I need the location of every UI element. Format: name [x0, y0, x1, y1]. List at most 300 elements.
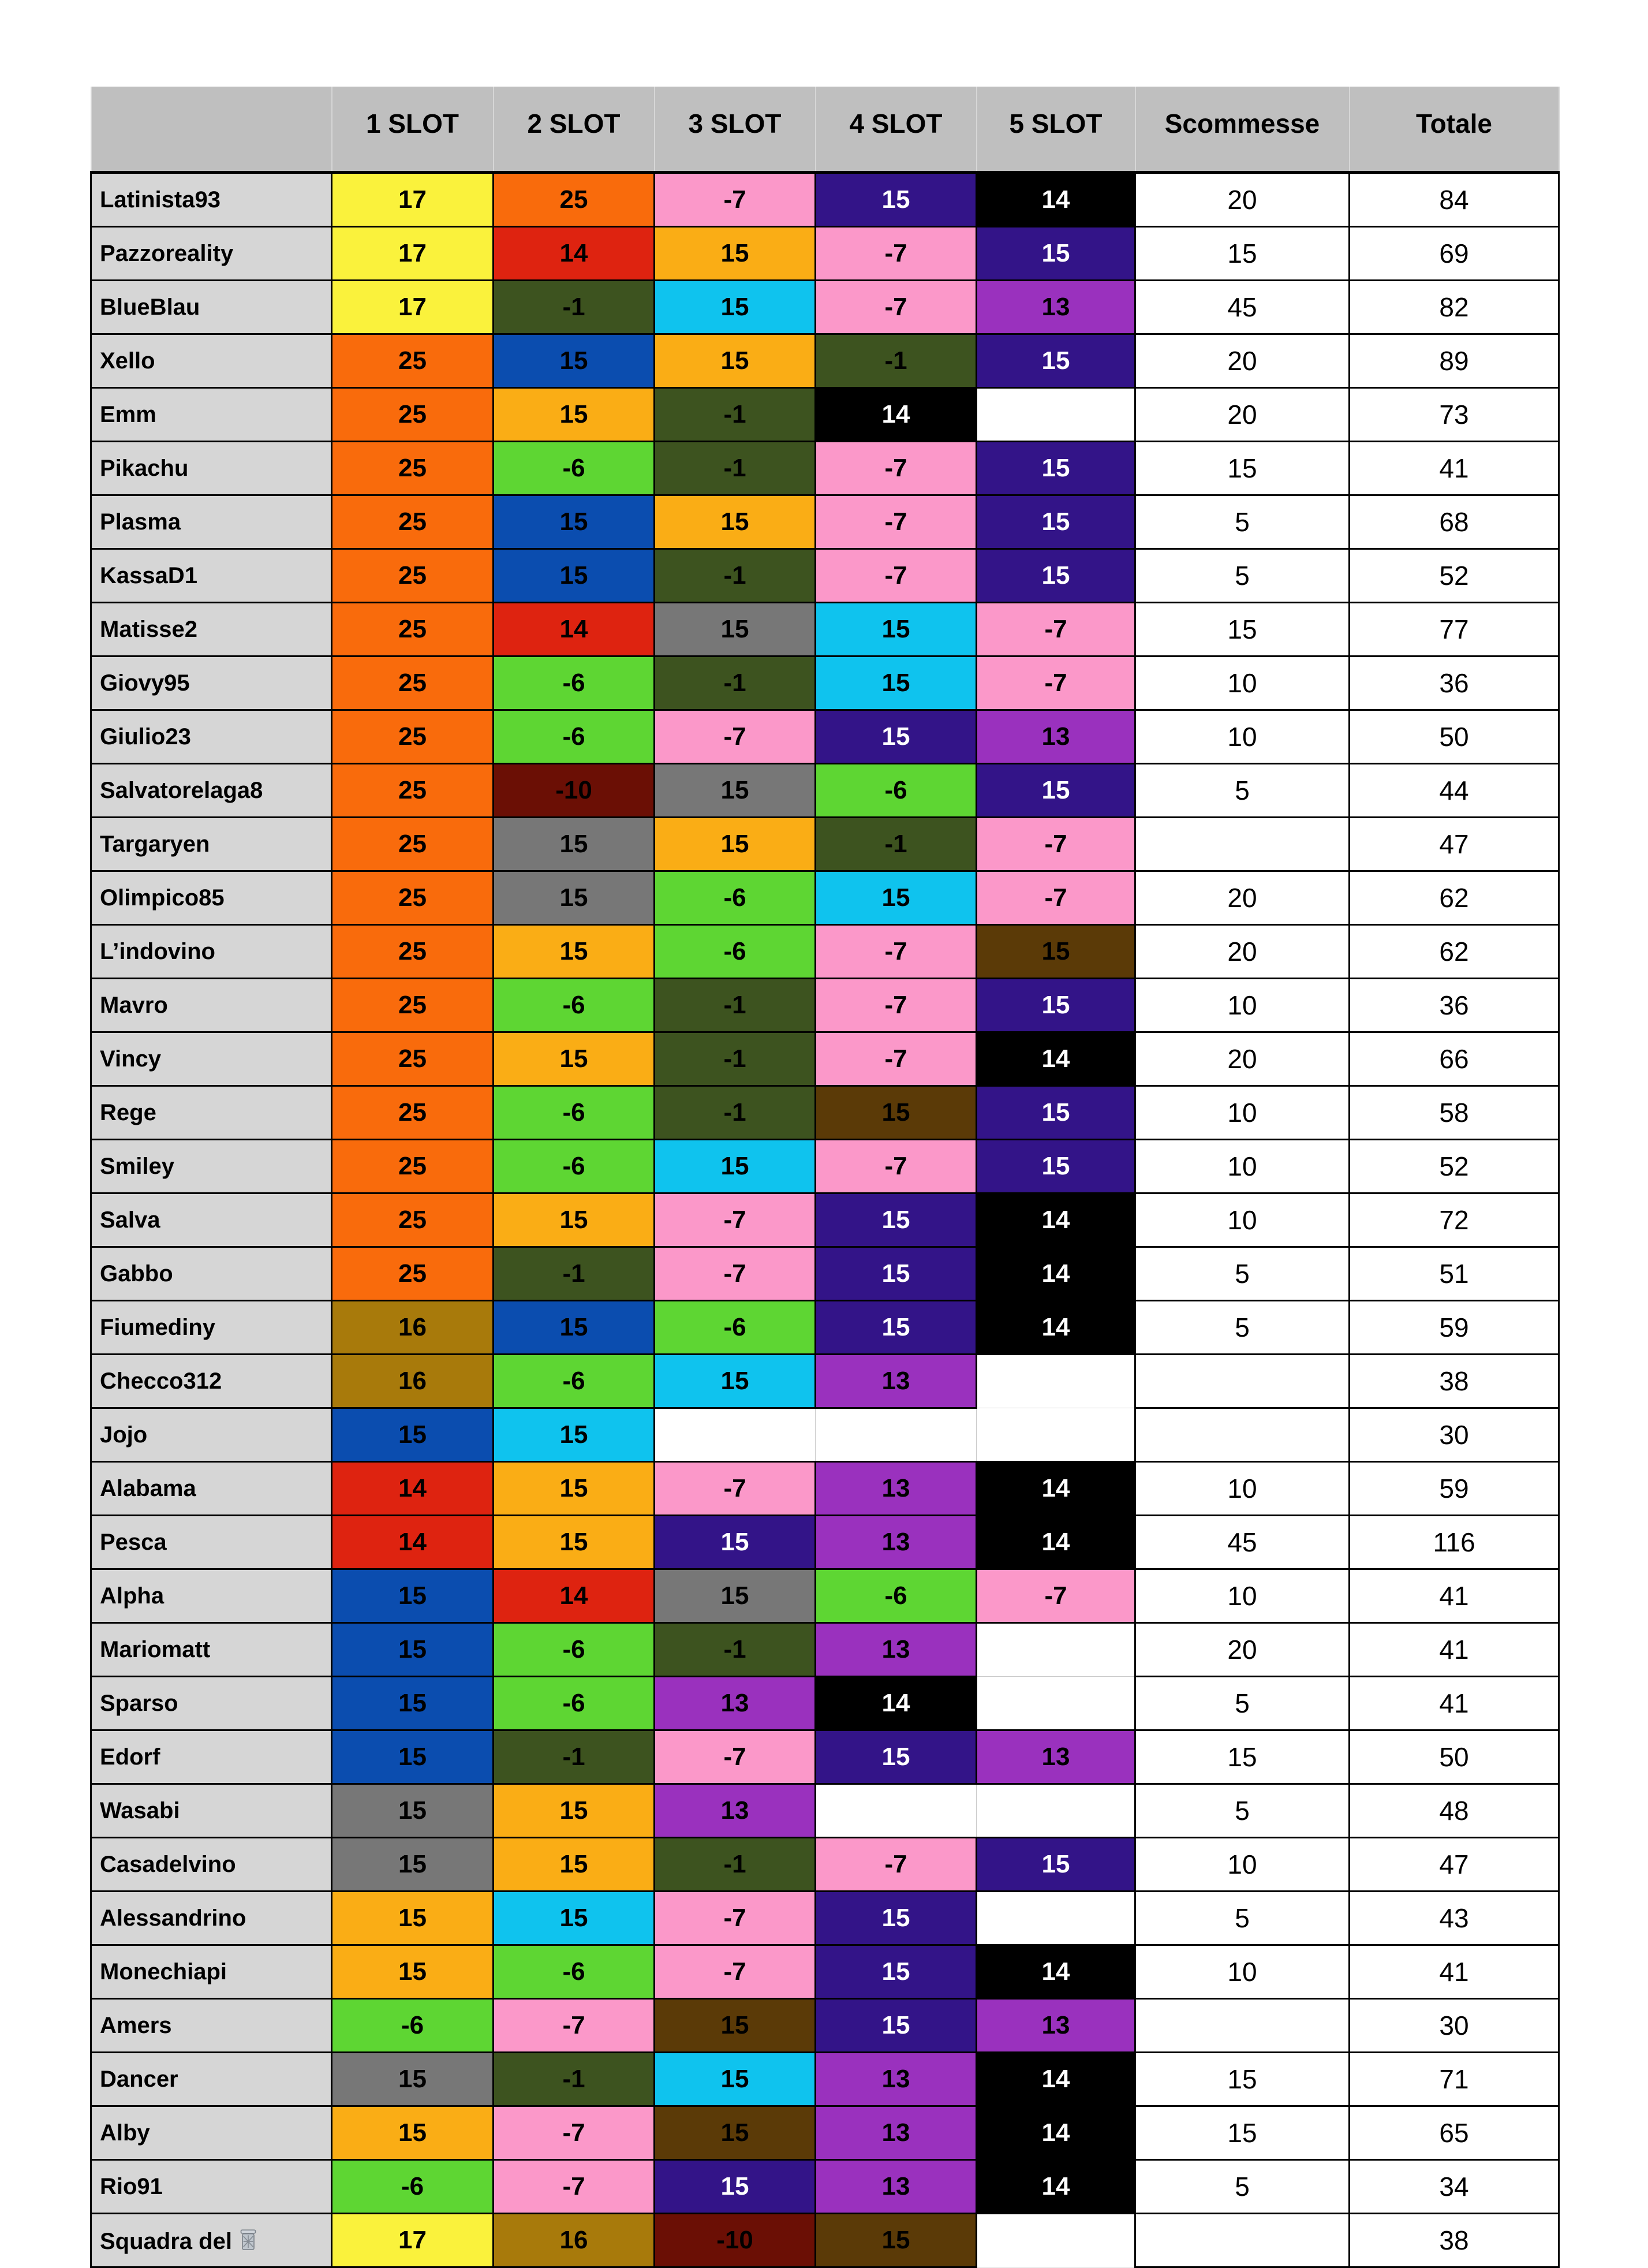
slot-cell[interactable]: 25 [332, 979, 494, 1032]
player-name-cell[interactable]: Jojo [91, 1408, 332, 1462]
slot-cell[interactable]: 15 [494, 549, 655, 603]
totale-cell[interactable]: 65 [1350, 2106, 1559, 2160]
slot-cell[interactable]: 15 [332, 1892, 494, 1945]
slot-cell[interactable]: 13 [816, 1623, 977, 1677]
slot-cell[interactable]: 13 [977, 1730, 1135, 1784]
slot-cell[interactable]: -6 [494, 1086, 655, 1140]
scommesse-cell[interactable]: 15 [1135, 442, 1350, 495]
slot-cell[interactable]: 15 [494, 1462, 655, 1516]
slot-cell[interactable]: 15 [332, 1838, 494, 1892]
slot-cell[interactable]: -6 [816, 1569, 977, 1623]
slot-cell[interactable]: 15 [816, 1247, 977, 1301]
slot-cell[interactable]: -6 [494, 656, 655, 710]
slot-cell[interactable]: 13 [977, 1999, 1135, 2053]
slot-cell[interactable]: 15 [977, 925, 1135, 979]
slot-cell[interactable] [655, 1408, 816, 1462]
slot-cell[interactable]: 15 [816, 2214, 977, 2267]
totale-cell[interactable]: 82 [1350, 281, 1559, 334]
slot-cell[interactable]: 15 [655, 334, 816, 388]
slot-cell[interactable]: -6 [494, 1623, 655, 1677]
slot-cell[interactable]: 14 [977, 2160, 1135, 2214]
slot-cell[interactable]: 14 [977, 173, 1135, 227]
player-name-cell[interactable]: Olimpico85 [91, 871, 332, 925]
slot-cell[interactable]: 15 [977, 495, 1135, 549]
totale-cell[interactable]: 52 [1350, 549, 1559, 603]
totale-cell[interactable]: 59 [1350, 1462, 1559, 1516]
slot-cell[interactable]: 13 [655, 1784, 816, 1838]
slot-cell[interactable]: -6 [655, 871, 816, 925]
totale-cell[interactable]: 34 [1350, 2160, 1559, 2214]
player-name-cell[interactable]: Pikachu [91, 442, 332, 495]
slot-cell[interactable]: -7 [977, 603, 1135, 656]
slot-cell[interactable]: 14 [332, 1516, 494, 1569]
slot-cell[interactable]: 13 [977, 281, 1135, 334]
scommesse-cell[interactable]: 5 [1135, 549, 1350, 603]
slot-cell[interactable]: -1 [655, 979, 816, 1032]
slot-cell[interactable]: 15 [655, 2053, 816, 2106]
slot-cell[interactable]: -7 [977, 871, 1135, 925]
player-name-cell[interactable]: Mavro [91, 979, 332, 1032]
slot-cell[interactable]: 15 [332, 1784, 494, 1838]
slot-cell[interactable]: 15 [332, 1730, 494, 1784]
slot-cell[interactable] [977, 1892, 1135, 1945]
totale-cell[interactable]: 41 [1350, 1677, 1559, 1730]
slot-cell[interactable]: 25 [332, 1140, 494, 1193]
slot-cell[interactable]: -1 [655, 442, 816, 495]
slot-cell[interactable]: -7 [816, 1140, 977, 1193]
slot-cell[interactable]: -7 [816, 495, 977, 549]
slot-cell[interactable]: 14 [332, 1462, 494, 1516]
slot-cell[interactable]: 15 [816, 1086, 977, 1140]
slot-cell[interactable]: -1 [655, 656, 816, 710]
player-name-cell[interactable]: Rege [91, 1086, 332, 1140]
slot-cell[interactable]: 15 [494, 1516, 655, 1569]
slot-cell[interactable]: 14 [816, 1677, 977, 1730]
slot-cell[interactable]: 15 [494, 1301, 655, 1355]
slot-cell[interactable]: -7 [816, 925, 977, 979]
slot-cell[interactable]: -7 [816, 549, 977, 603]
player-name-cell[interactable]: Monechiapi [91, 1945, 332, 1999]
totale-cell[interactable]: 47 [1350, 1838, 1559, 1892]
totale-cell[interactable]: 43 [1350, 1892, 1559, 1945]
slot-cell[interactable]: 15 [977, 764, 1135, 818]
totale-cell[interactable]: 89 [1350, 334, 1559, 388]
totale-cell[interactable]: 48 [1350, 1784, 1559, 1838]
slot-cell[interactable]: 15 [494, 1892, 655, 1945]
slot-cell[interactable]: -6 [494, 1945, 655, 1999]
player-name-cell[interactable]: Xello [91, 334, 332, 388]
totale-cell[interactable]: 36 [1350, 656, 1559, 710]
player-name-cell[interactable]: Wasabi [91, 1784, 332, 1838]
slot-cell[interactable]: 25 [332, 334, 494, 388]
scommesse-cell[interactable]: 15 [1135, 227, 1350, 281]
scommesse-cell[interactable] [1135, 1999, 1350, 2053]
totale-cell[interactable]: 59 [1350, 1301, 1559, 1355]
slot-cell[interactable]: 15 [977, 549, 1135, 603]
slot-cell[interactable]: 15 [816, 1730, 977, 1784]
scommesse-cell[interactable]: 10 [1135, 1462, 1350, 1516]
totale-cell[interactable]: 73 [1350, 388, 1559, 442]
player-name-cell[interactable]: Gabbo [91, 1247, 332, 1301]
slot-cell[interactable]: -6 [494, 979, 655, 1032]
scommesse-cell[interactable] [1135, 1408, 1350, 1462]
slot-cell[interactable]: 25 [332, 818, 494, 871]
scommesse-cell[interactable] [1135, 818, 1350, 871]
slot-cell[interactable]: 25 [332, 495, 494, 549]
slot-cell[interactable]: 15 [655, 1516, 816, 1569]
scommesse-cell[interactable]: 20 [1135, 871, 1350, 925]
totale-cell[interactable]: 77 [1350, 603, 1559, 656]
scommesse-cell[interactable]: 10 [1135, 1140, 1350, 1193]
totale-cell[interactable]: 38 [1350, 1355, 1559, 1408]
slot-cell[interactable]: 15 [655, 2160, 816, 2214]
slot-cell[interactable]: 15 [494, 925, 655, 979]
slot-cell[interactable]: 15 [816, 1945, 977, 1999]
totale-cell[interactable]: 51 [1350, 1247, 1559, 1301]
slot-cell[interactable]: 14 [977, 1193, 1135, 1247]
slot-cell[interactable]: 13 [816, 1516, 977, 1569]
slot-cell[interactable]: 15 [655, 227, 816, 281]
scommesse-cell[interactable]: 5 [1135, 1892, 1350, 1945]
totale-cell[interactable]: 50 [1350, 710, 1559, 764]
slot-cell[interactable]: -10 [655, 2214, 816, 2267]
scommesse-cell[interactable]: 10 [1135, 1569, 1350, 1623]
player-name-cell[interactable]: Mariomatt [91, 1623, 332, 1677]
slot-cell[interactable]: -6 [332, 2160, 494, 2214]
scommesse-cell[interactable] [1135, 1355, 1350, 1408]
slot-cell[interactable]: 15 [655, 281, 816, 334]
slot-cell[interactable] [977, 1408, 1135, 1462]
scommesse-cell[interactable]: 5 [1135, 1784, 1350, 1838]
slot-cell[interactable]: -6 [816, 764, 977, 818]
slot-cell[interactable]: -7 [655, 173, 816, 227]
scommesse-cell[interactable]: 15 [1135, 1730, 1350, 1784]
player-name-cell[interactable]: Pesca [91, 1516, 332, 1569]
slot-cell[interactable]: 25 [332, 764, 494, 818]
slot-cell[interactable] [977, 1623, 1135, 1677]
totale-cell[interactable]: 41 [1350, 1623, 1559, 1677]
slot-cell[interactable]: 15 [977, 442, 1135, 495]
player-name-cell[interactable]: Alabama [91, 1462, 332, 1516]
scommesse-cell[interactable]: 15 [1135, 603, 1350, 656]
slot-cell[interactable]: 25 [332, 603, 494, 656]
slot-cell[interactable]: 15 [816, 1999, 977, 2053]
totale-cell[interactable]: 47 [1350, 818, 1559, 871]
player-name-cell[interactable]: Casadelvino [91, 1838, 332, 1892]
slot-cell[interactable]: 15 [332, 1623, 494, 1677]
totale-cell[interactable]: 36 [1350, 979, 1559, 1032]
slot-cell[interactable]: 14 [494, 227, 655, 281]
player-name-cell[interactable]: Alpha [91, 1569, 332, 1623]
slot-cell[interactable]: 15 [816, 1193, 977, 1247]
slot-cell[interactable]: 15 [977, 334, 1135, 388]
totale-cell[interactable]: 71 [1350, 2053, 1559, 2106]
slot-cell[interactable]: -7 [816, 442, 977, 495]
slot-cell[interactable]: -7 [494, 2106, 655, 2160]
slot-cell[interactable]: 15 [494, 495, 655, 549]
scommesse-cell[interactable] [1135, 2214, 1350, 2267]
totale-cell[interactable]: 66 [1350, 1032, 1559, 1086]
scommesse-cell[interactable]: 10 [1135, 1945, 1350, 1999]
slot-cell[interactable]: 15 [655, 1999, 816, 2053]
slot-cell[interactable]: 15 [494, 1193, 655, 1247]
slot-cell[interactable]: 14 [977, 1247, 1135, 1301]
scommesse-cell[interactable]: 15 [1135, 2053, 1350, 2106]
scommesse-cell[interactable]: 5 [1135, 1247, 1350, 1301]
slot-cell[interactable]: -7 [494, 1999, 655, 2053]
slot-cell[interactable]: -7 [816, 1032, 977, 1086]
slot-cell[interactable]: 15 [977, 1086, 1135, 1140]
slot-cell[interactable]: 25 [332, 442, 494, 495]
scommesse-cell[interactable]: 5 [1135, 1301, 1350, 1355]
totale-cell[interactable]: 62 [1350, 925, 1559, 979]
slot-cell[interactable]: 17 [332, 2214, 494, 2267]
totale-cell[interactable]: 69 [1350, 227, 1559, 281]
player-name-cell[interactable]: Alessandrino [91, 1892, 332, 1945]
slot-cell[interactable]: 16 [332, 1301, 494, 1355]
slot-cell[interactable]: 14 [977, 2106, 1135, 2160]
slot-cell[interactable]: -7 [655, 1462, 816, 1516]
scommesse-cell[interactable]: 45 [1135, 281, 1350, 334]
slot-cell[interactable] [977, 1677, 1135, 1730]
slot-cell[interactable]: 15 [816, 871, 977, 925]
player-name-cell[interactable]: Alby [91, 2106, 332, 2160]
slot-cell[interactable]: 13 [816, 2160, 977, 2214]
slot-cell[interactable]: 14 [977, 1516, 1135, 1569]
slot-cell[interactable]: 17 [332, 281, 494, 334]
slot-cell[interactable]: -6 [332, 1999, 494, 2053]
slot-cell[interactable]: 25 [332, 1193, 494, 1247]
scommesse-cell[interactable]: 15 [1135, 2106, 1350, 2160]
scommesse-cell[interactable]: 5 [1135, 2160, 1350, 2214]
slot-cell[interactable]: -6 [494, 1140, 655, 1193]
slot-cell[interactable]: -10 [494, 764, 655, 818]
totale-cell[interactable]: 41 [1350, 442, 1559, 495]
slot-cell[interactable]: 25 [332, 925, 494, 979]
player-name-cell[interactable]: Fiumediny [91, 1301, 332, 1355]
slot-cell[interactable]: -1 [655, 388, 816, 442]
scommesse-cell[interactable]: 20 [1135, 173, 1350, 227]
slot-cell[interactable]: 13 [816, 2106, 977, 2160]
slot-cell[interactable]: 25 [332, 710, 494, 764]
scommesse-cell[interactable]: 45 [1135, 1516, 1350, 1569]
slot-cell[interactable]: 15 [494, 1032, 655, 1086]
slot-cell[interactable]: 15 [494, 1838, 655, 1892]
slot-cell[interactable]: 14 [977, 1945, 1135, 1999]
totale-cell[interactable]: 41 [1350, 1569, 1559, 1623]
slot-cell[interactable]: 17 [332, 173, 494, 227]
player-name-cell[interactable]: Smiley [91, 1140, 332, 1193]
totale-cell[interactable]: 116 [1350, 1516, 1559, 1569]
slot-cell[interactable]: -6 [655, 1301, 816, 1355]
slot-cell[interactable]: 15 [332, 1408, 494, 1462]
slot-cell[interactable]: 14 [816, 388, 977, 442]
slot-cell[interactable]: -7 [816, 227, 977, 281]
slot-cell[interactable]: 25 [332, 1086, 494, 1140]
totale-cell[interactable]: 72 [1350, 1193, 1559, 1247]
scommesse-cell[interactable]: 5 [1135, 495, 1350, 549]
scommesse-cell[interactable]: 5 [1135, 764, 1350, 818]
slot-cell[interactable]: 15 [332, 1569, 494, 1623]
slot-cell[interactable]: 15 [816, 656, 977, 710]
slot-cell[interactable]: -6 [494, 1355, 655, 1408]
slot-cell[interactable]: -7 [494, 2160, 655, 2214]
slot-cell[interactable]: 15 [655, 1355, 816, 1408]
player-name-cell[interactable]: Edorf [91, 1730, 332, 1784]
scommesse-cell[interactable]: 10 [1135, 656, 1350, 710]
scommesse-cell[interactable]: 20 [1135, 1032, 1350, 1086]
slot-cell[interactable]: 15 [977, 979, 1135, 1032]
slot-cell[interactable]: 15 [655, 495, 816, 549]
slot-cell[interactable]: 13 [655, 1677, 816, 1730]
totale-cell[interactable]: 52 [1350, 1140, 1559, 1193]
slot-cell[interactable]: 25 [332, 1032, 494, 1086]
slot-cell[interactable]: 15 [977, 1140, 1135, 1193]
slot-cell[interactable]: 15 [816, 603, 977, 656]
player-name-cell[interactable]: Checco312 [91, 1355, 332, 1408]
scommesse-cell[interactable]: 20 [1135, 925, 1350, 979]
slot-cell[interactable]: -7 [816, 1838, 977, 1892]
slot-cell[interactable]: 17 [332, 227, 494, 281]
player-name-cell[interactable]: Targaryen [91, 818, 332, 871]
slot-cell[interactable]: -1 [655, 1838, 816, 1892]
player-name-cell[interactable]: Vincy [91, 1032, 332, 1086]
slot-cell[interactable]: -1 [494, 1247, 655, 1301]
slot-cell[interactable]: 15 [494, 334, 655, 388]
totale-cell[interactable]: 84 [1350, 173, 1559, 227]
slot-cell[interactable]: 16 [332, 1355, 494, 1408]
player-name-cell[interactable]: L’indovino [91, 925, 332, 979]
slot-cell[interactable] [816, 1408, 977, 1462]
slot-cell[interactable]: -7 [816, 979, 977, 1032]
slot-cell[interactable]: -1 [494, 281, 655, 334]
slot-cell[interactable]: 25 [332, 871, 494, 925]
slot-cell[interactable]: 15 [332, 1677, 494, 1730]
scommesse-cell[interactable]: 20 [1135, 1623, 1350, 1677]
slot-cell[interactable]: 14 [494, 1569, 655, 1623]
slot-cell[interactable]: 14 [977, 1301, 1135, 1355]
slot-cell[interactable]: -6 [655, 925, 816, 979]
slot-cell[interactable]: 15 [655, 1140, 816, 1193]
slot-cell[interactable]: 25 [332, 388, 494, 442]
slot-cell[interactable]: 15 [494, 871, 655, 925]
scommesse-cell[interactable]: 10 [1135, 1838, 1350, 1892]
slot-cell[interactable]: -7 [655, 1193, 816, 1247]
totale-cell[interactable]: 62 [1350, 871, 1559, 925]
slot-cell[interactable]: 15 [332, 2106, 494, 2160]
slot-cell[interactable]: 13 [977, 710, 1135, 764]
player-name-cell[interactable]: Matisse2 [91, 603, 332, 656]
slot-cell[interactable]: 13 [816, 1355, 977, 1408]
scommesse-cell[interactable]: 20 [1135, 388, 1350, 442]
player-name-cell[interactable]: Dancer [91, 2053, 332, 2106]
slot-cell[interactable]: -7 [977, 818, 1135, 871]
slot-cell[interactable]: 15 [655, 1569, 816, 1623]
scommesse-cell[interactable]: 10 [1135, 979, 1350, 1032]
slot-cell[interactable]: -1 [655, 549, 816, 603]
totale-cell[interactable]: 38 [1350, 2214, 1559, 2267]
slot-cell[interactable] [816, 1784, 977, 1838]
scommesse-cell[interactable]: 10 [1135, 710, 1350, 764]
player-name-cell[interactable]: Plasma [91, 495, 332, 549]
player-name-cell[interactable]: Latinista93 [91, 173, 332, 227]
slot-cell[interactable]: 25 [332, 549, 494, 603]
slot-cell[interactable]: -7 [655, 1945, 816, 1999]
scommesse-cell[interactable]: 10 [1135, 1086, 1350, 1140]
slot-cell[interactable]: 15 [977, 1838, 1135, 1892]
slot-cell[interactable]: -1 [816, 334, 977, 388]
slot-cell[interactable]: 13 [816, 2053, 977, 2106]
slot-cell[interactable]: -7 [655, 710, 816, 764]
player-name-cell[interactable]: Pazzoreality [91, 227, 332, 281]
slot-cell[interactable] [977, 388, 1135, 442]
totale-cell[interactable]: 41 [1350, 1945, 1559, 1999]
slot-cell[interactable]: 15 [977, 227, 1135, 281]
scommesse-cell[interactable]: 20 [1135, 334, 1350, 388]
scommesse-cell[interactable]: 5 [1135, 1677, 1350, 1730]
slot-cell[interactable]: -7 [977, 1569, 1135, 1623]
slot-cell[interactable]: 15 [816, 710, 977, 764]
slot-cell[interactable]: -1 [494, 2053, 655, 2106]
slot-cell[interactable]: 14 [977, 2053, 1135, 2106]
slot-cell[interactable]: 15 [494, 818, 655, 871]
totale-cell[interactable]: 30 [1350, 1999, 1559, 2053]
slot-cell[interactable]: -1 [655, 1032, 816, 1086]
player-name-cell[interactable]: Amers [91, 1999, 332, 2053]
slot-cell[interactable]: 15 [655, 818, 816, 871]
slot-cell[interactable] [977, 1784, 1135, 1838]
totale-cell[interactable]: 58 [1350, 1086, 1559, 1140]
slot-cell[interactable]: -7 [655, 1730, 816, 1784]
slot-cell[interactable]: 15 [332, 2053, 494, 2106]
slot-cell[interactable]: 25 [332, 656, 494, 710]
slot-cell[interactable] [977, 2214, 1135, 2267]
player-name-cell[interactable]: KassaD1 [91, 549, 332, 603]
player-name-cell[interactable]: BlueBlau [91, 281, 332, 334]
player-name-cell[interactable]: Squadra del [91, 2214, 332, 2267]
slot-cell[interactable]: 14 [977, 1032, 1135, 1086]
slot-cell[interactable]: 15 [655, 603, 816, 656]
totale-cell[interactable]: 50 [1350, 1730, 1559, 1784]
slot-cell[interactable]: -1 [494, 1730, 655, 1784]
slot-cell[interactable]: -7 [816, 281, 977, 334]
slot-cell[interactable]: -1 [655, 1623, 816, 1677]
slot-cell[interactable]: 16 [494, 2214, 655, 2267]
slot-cell[interactable]: -7 [977, 656, 1135, 710]
slot-cell[interactable]: 25 [332, 1247, 494, 1301]
slot-cell[interactable]: -6 [494, 442, 655, 495]
player-name-cell[interactable]: Salva [91, 1193, 332, 1247]
slot-cell[interactable]: -7 [655, 1892, 816, 1945]
slot-cell[interactable]: 14 [977, 1462, 1135, 1516]
slot-cell[interactable] [977, 1355, 1135, 1408]
slot-cell[interactable]: 13 [816, 1462, 977, 1516]
scommesse-cell[interactable]: 10 [1135, 1193, 1350, 1247]
player-name-cell[interactable]: Rio91 [91, 2160, 332, 2214]
slot-cell[interactable]: -1 [655, 1086, 816, 1140]
player-name-cell[interactable]: Sparso [91, 1677, 332, 1730]
totale-cell[interactable]: 30 [1350, 1408, 1559, 1462]
slot-cell[interactable]: 15 [332, 1945, 494, 1999]
slot-cell[interactable]: 15 [655, 2106, 816, 2160]
slot-cell[interactable]: 14 [494, 603, 655, 656]
player-name-cell[interactable]: Emm [91, 388, 332, 442]
slot-cell[interactable]: 15 [494, 388, 655, 442]
slot-cell[interactable]: -1 [816, 818, 977, 871]
player-name-cell[interactable]: Salvatorelaga8 [91, 764, 332, 818]
totale-cell[interactable]: 68 [1350, 495, 1559, 549]
slot-cell[interactable]: 15 [655, 764, 816, 818]
